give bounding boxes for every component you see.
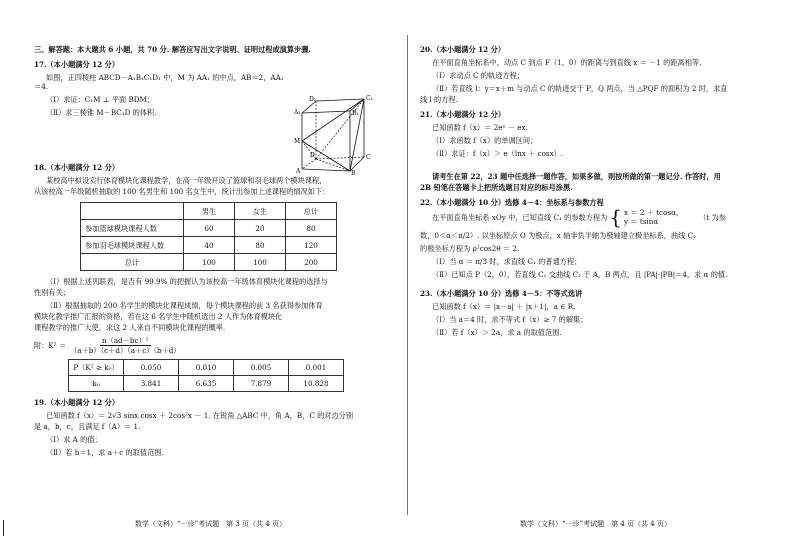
q22-header: 22.（本小题满分 10 分）选修 4－4：坐标系与参数方程 — [420, 198, 604, 207]
q22-stem-b: （t 为参 — [699, 212, 726, 222]
q22-part1: （Ⅰ）当 α ＝ π/3 时，求直线 C₁ 的普通方程； — [432, 257, 582, 266]
table-cell: 参加羽毛球模块课程人数 — [81, 237, 184, 254]
table-cell: P（K² ≥ k₀） — [69, 360, 124, 376]
table-cell: 参加篮球模块课程人数 — [81, 220, 184, 237]
table-header-cell: 女生 — [235, 203, 286, 220]
q22-stem-3: 的极坐标方程为 ρ²cos2θ ＝ 2. — [420, 244, 520, 253]
table-cell: 0.001 — [289, 360, 344, 376]
table-cell: 20 — [235, 220, 286, 237]
table-cell: k₀ — [69, 376, 124, 392]
table-cell: 0.050 — [124, 360, 179, 376]
formula-fraction — [68, 336, 182, 355]
question-18 — [34, 163, 396, 392]
right-column — [420, 45, 768, 341]
table-header-cell: 总计 — [286, 203, 337, 220]
brace-symbol: { — [609, 205, 623, 229]
question-22 — [420, 198, 768, 279]
q20-part2-a: （Ⅱ）若直线 l：y＝x＋m 与动点 C 的轨迹交于 P，Q 两点，当 △PQF 的面积为 2 时，求直 — [432, 84, 728, 93]
label-d: D — [310, 152, 315, 159]
label-b1: B₁ — [352, 110, 359, 117]
q19-header: 19.（本小题满分 12 分） — [34, 398, 120, 407]
column-divider — [407, 35, 408, 515]
section-header: 三、解答题：本大题共 6 小题，共 70 分. 解答应写出文字说明、证明过程或演算步骤. — [34, 45, 311, 54]
q18-part2-a: （Ⅱ）根据抽取的 200 名学生的模块化课程成绩，每个模块课程的前 3 名获得参加体育 — [46, 301, 323, 310]
label-a: A — [296, 168, 301, 175]
table-row — [81, 237, 337, 254]
q17-part2: （Ⅱ）求三棱锥 M－BC₁D 的体积. — [46, 108, 157, 117]
question-20 — [420, 45, 768, 104]
margin-mark — [3, 520, 4, 536]
table-cell: 100 — [184, 254, 235, 271]
formula-prefix: 附：K² ＝ — [34, 341, 67, 350]
label-m: M — [294, 138, 301, 145]
table-row — [69, 376, 344, 392]
table-row — [81, 254, 337, 271]
q19-stem-2: 是 a，b，c，且满足 f（A）＝ 1. — [34, 422, 141, 431]
table-cell: 总计 — [81, 254, 184, 271]
q18-part2-b: 模块化教学推广汇报的资格，若在这 6 名学生中随机选出 2 人作为体育模块化 — [34, 312, 283, 321]
question-21 — [420, 110, 768, 158]
label-a1: A₁ — [294, 109, 301, 116]
label-d1: D₁ — [309, 96, 317, 103]
table-cell: 60 — [184, 220, 235, 237]
q21-stem: 已知函数 f（x）＝ 2eˣ － ex. — [432, 123, 528, 132]
choice-instruction-1: 请考生在第 22，23 题中任选择一题作答，如果多做，则按所做的第一题记分. 作答时，用 — [432, 172, 721, 181]
table-cell: 40 — [184, 237, 235, 254]
q19-part1: （Ⅰ）求 A 的值； — [46, 435, 102, 444]
q20-part2-b: 线 l 的方程. — [420, 95, 458, 104]
q20-part1: （Ⅰ）求动点 C 的轨迹方程； — [432, 71, 524, 80]
table-cell: 100 — [235, 254, 286, 271]
critical-value-table — [68, 359, 344, 392]
table-cell: 200 — [286, 254, 337, 271]
question-23 — [420, 289, 768, 337]
table-header-cell — [81, 203, 184, 220]
table-header-row — [81, 203, 337, 220]
q18-part1-b: 性别有关； — [34, 288, 70, 297]
question-19 — [34, 398, 396, 457]
q22-part2: （Ⅱ）已知点 P（2，0），若直线 C₁ 交曲线 C₂ 于 A，B 两点，且 |PA|·|PB|＝4，求 α 的值. — [432, 270, 728, 279]
label-c1: C₁ — [366, 95, 373, 102]
table-cell: 80 — [286, 220, 337, 237]
page-footer-3: 数学（文科）“一诊”考试题 第 3 页（共 4 页） — [135, 520, 286, 528]
q20-header: 20.（本小题满分 12 分） — [420, 45, 506, 54]
param-eq-y: y ＝ tsinα — [624, 217, 659, 226]
q21-part2: （Ⅱ）求证：f（x）＞ e（lnx ＋ cosx）. — [432, 149, 564, 158]
parametric-system — [624, 208, 683, 226]
table-header-cell: 男生 — [184, 203, 235, 220]
table-cell: 6.635 — [179, 376, 234, 392]
q18-stem-1: 某校高中拟设实行体育模块化课程教学，在高一年级开设了篮球和羽毛球两个模块课程， — [46, 176, 327, 185]
q23-stem: 已知函数 f（x）＝ |x－a| ＋ |x＋1|，a ∈ R. — [432, 302, 576, 311]
q23-part2: （Ⅱ）若 f（x）＞ 2a，求 a 的取值范围. — [432, 328, 562, 337]
q20-stem: 在平面直角坐标系中，动点 C 到点 F（1，0）的距离与到直线 x ＝ －1 的距离相等. — [432, 58, 702, 67]
q18-stem-2: 从该校高一年级随机抽取的 100 名男生和 100 名女生中，统计出参加上述课程的情况如下： — [34, 187, 330, 196]
q18-header: 18.（本小题满分 12 分） — [34, 163, 120, 172]
formula-numerator: n（ad－bc）² — [102, 336, 149, 345]
q21-part1: （Ⅰ）求函数 f（x）的单调区间； — [432, 136, 538, 145]
q19-part2: （Ⅱ）若 b＝1，求 a＋c 的取值范围. — [46, 448, 164, 457]
prism-figure — [294, 95, 394, 175]
formula-denominator: （a＋b）（c＋d）（a＋c）（b＋d） — [70, 346, 181, 355]
contingency-table — [80, 202, 337, 271]
table-row — [69, 360, 344, 376]
q23-part1: （Ⅰ）当 a＝4 时，求不等式 f（x）≥ 7 的解集； — [432, 315, 588, 324]
k-squared-formula — [34, 336, 396, 355]
q22-stem-a: 在平面直角坐标系 xOy 中，已知直线 C₁ 的参数方程为 — [432, 212, 608, 222]
q17-stem: 如图，正四棱柱 ABCD－A₁B₁C₁D₁ 中，M 为 AA₁ 的中点，AB＝2，AA₁＝4. — [34, 73, 284, 91]
page-footer-4: 数学（文科）“一诊”考试题 第 4 页（共 4 页） — [520, 520, 671, 528]
q22-stem-line — [432, 207, 768, 227]
q23-header: 23.（本小题满分 10 分）选修 4－5：不等式选讲 — [420, 289, 583, 298]
q21-header: 21.（本小题满分 12 分） — [420, 110, 506, 119]
table-cell: 7.879 — [234, 376, 289, 392]
table-cell: 3.841 — [124, 376, 179, 392]
q22-stem-2: 数，0＜α＜π/2）. 以坐标原点 O 为极点，x 轴非负半轴为极轴建立极坐标系，曲线 C₂ — [420, 231, 696, 240]
table-row — [81, 220, 337, 237]
label-b: B — [351, 170, 356, 175]
table-cell: 0.005 — [234, 360, 289, 376]
choice-instruction-2: 2B 铅笔在答题卡上把所选题目对应的标号涂黑. — [420, 183, 573, 192]
table-cell: 80 — [235, 237, 286, 254]
q17-header: 17.（本小题满分 12 分） — [34, 60, 120, 69]
table-cell: 120 — [286, 237, 337, 254]
q17-part1: （Ⅰ）求证：C₁M ⊥ 平面 BDM； — [46, 95, 155, 104]
q18-part2-c: 课程教学的推广大使，求这 2 人来自不同模块化课程的概率. — [34, 323, 226, 332]
param-eq-x: x ＝ 2 ＋ tcosα， — [624, 208, 684, 217]
q19-stem-1: 已知函数 f（x）＝ 2√3 sinx cosx ＋ 2cos²x － 1. 在锐角 △ABC 中，角 A，B，C 的对边分别 — [46, 411, 354, 420]
q18-part1-a: （Ⅰ）根据上述列联表，是否有 99.9% 的把握认为该校高一年级体育模块化课程的选择与 — [46, 277, 328, 286]
table-cell: 0.010 — [179, 360, 234, 376]
label-c: C — [366, 154, 371, 161]
table-cell: 10.828 — [289, 376, 344, 392]
left-column — [34, 45, 396, 461]
